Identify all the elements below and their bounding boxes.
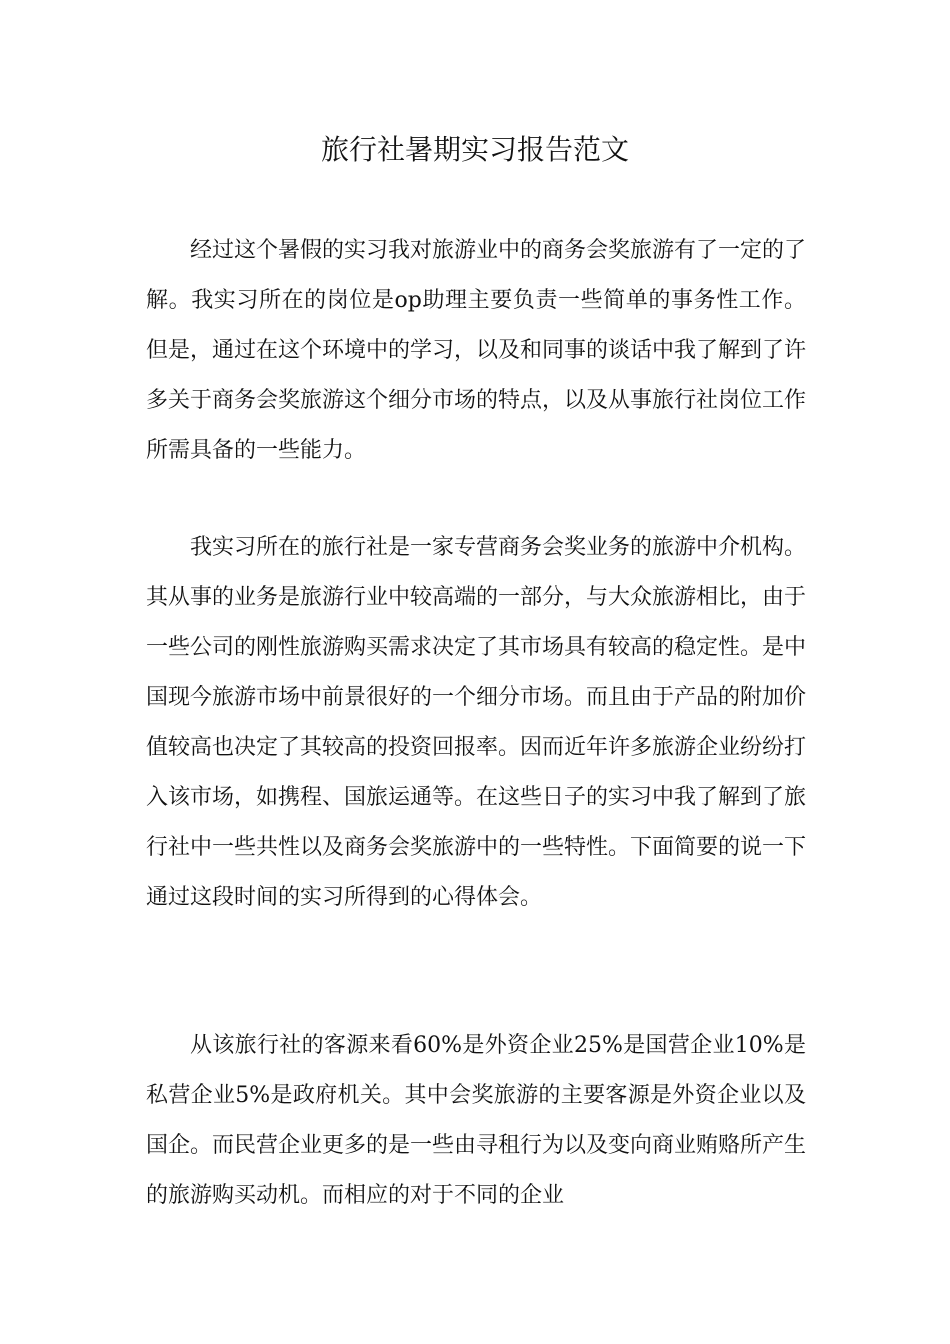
body-paragraph-1: 经过这个暑假的实习我对旅游业中的商务会奖旅游有了一定的了解。我实习所在的岗位是op助理主要负责一些简单的事务性工作。但是，通过在这个环境中的学习，以及和同事的谈话中我了解到了许多关于商务会奖旅游这个细分市场的特点，以及从事旅行社岗位工作所需具备的一些能力。	[146, 238, 807, 463]
document-title: 旅行社暑期实习报告范文	[320, 133, 629, 166]
body-paragraph-3: 从该旅行社的客源来看60%是外资企业25%是国营企业10%是私营企业5%是政府机关。其中会奖旅游的主要客源是外资企业以及国企。而民营企业更多的是一些由寻租行为以及变向商业贿赂所产生的旅游购买动机。而相应的对于不同的企业	[146, 1033, 807, 1208]
body-paragraph-2: 我实习所在的旅行社是一家专营商务会奖业务的旅游中介机构。其从事的业务是旅游行业中较高端的一部分，与大众旅游相比，由于一些公司的刚性旅游购买需求决定了其市场具有较高的稳定性。是中国现今旅游市场中前景很好的一个细分市场。而且由于产品的附加价值较高也决定了其较高的投资回报率。因而近年许多旅游企业纷纷打入该市场，如携程、国旅运通等。在这些日子的实习中我了解到了旅行社中一些共性以及商务会奖旅游中的一些特性。下面简要的说一下通过这段时间的实习所得到的心得体会。	[146, 535, 807, 910]
